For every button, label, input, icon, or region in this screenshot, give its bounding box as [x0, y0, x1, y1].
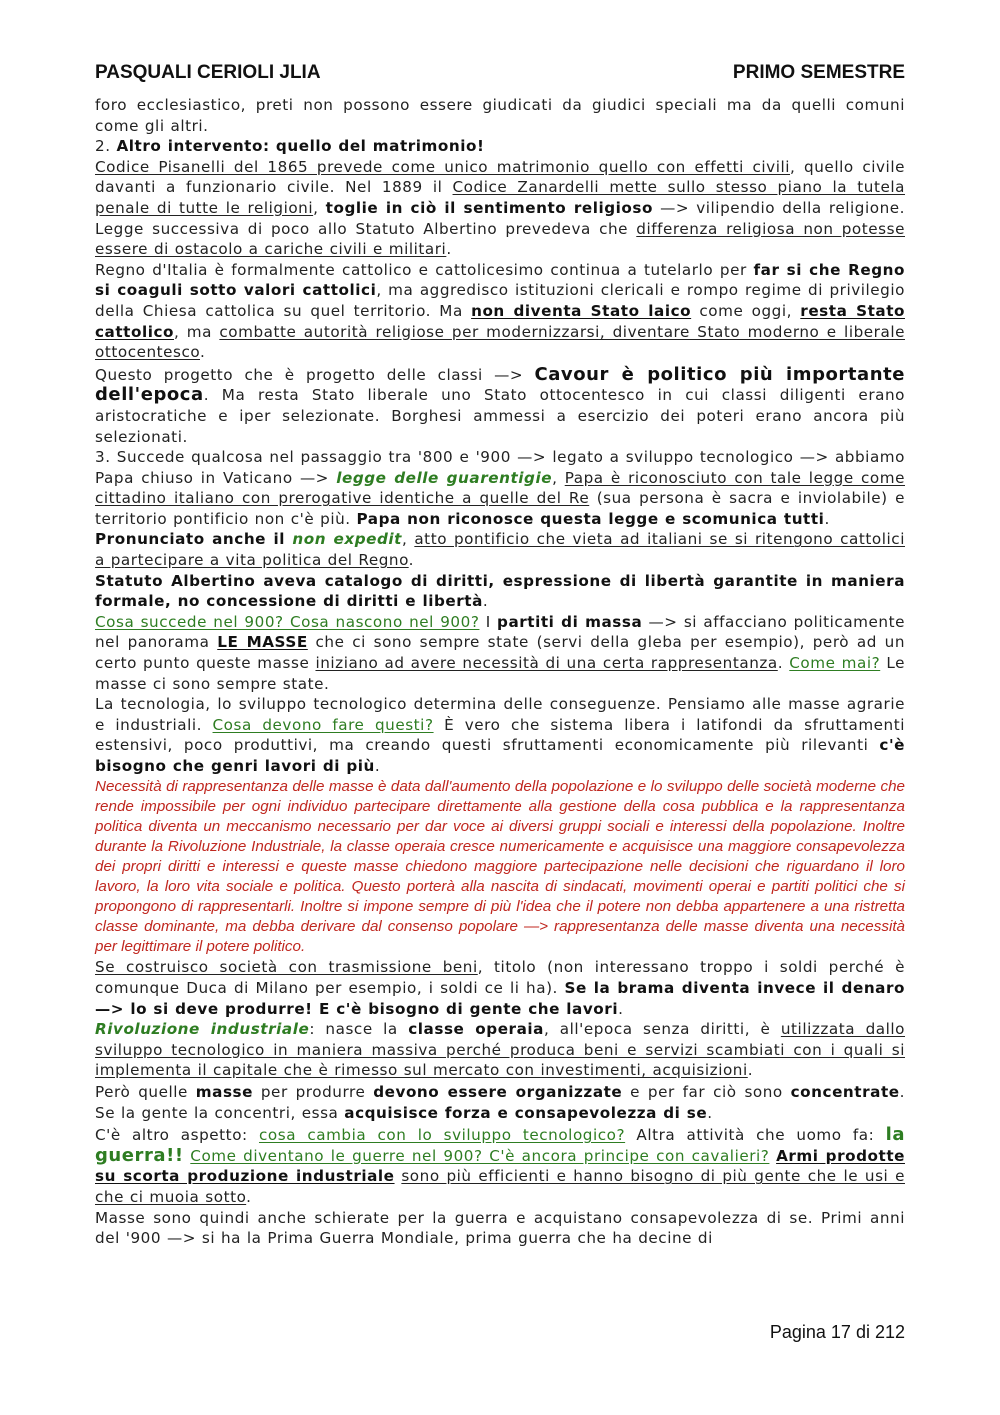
text: 2. — [95, 137, 117, 156]
text: —> vilipendio della religione. Legge successiva di poco allo Statuto Albertino prevedeva che — [95, 198, 906, 238]
bold-text: devono essere organizzate — [373, 1083, 623, 1101]
bold-text: Altro intervento: quello del matrimonio! — [116, 137, 485, 156]
bold-text: far si che Regno si coaguli sotto valori cattolici — [95, 260, 905, 300]
text: . — [482, 592, 489, 611]
bold-underlined-text: resta Stato cattolico — [95, 301, 905, 341]
bold-text: classe operaia — [408, 1020, 544, 1039]
paragraph-prima-guerra — [95, 1208, 905, 1249]
paragraph-partiti-massa — [95, 612, 905, 694]
paragraph-rivoluzione-industriale — [95, 1019, 905, 1081]
text: , — [401, 530, 415, 549]
paragraph-rappresentanza-note: Necessità di rappresentanza delle masse è data dall'aumento della popolazione e lo sviluppo delle società moderne che rende impossibile per ogni individuo partecipare direttamente alla gestione della cosa pubblica e la rappresentanza politica diventa un meccanismo necessario per dar voce ai diversi gruppi sociali e interessi della popolazione. Inoltre durante la Rivoluzione Industriale, la classe operaia cresce numericamente e acquisisce una maggiore consapevolezza dei propri diritti e interessi e queste masse chiedono maggiore partecipazione nelle decisioni che riguardano il loro lavoro, la loro vita sociale e politica. Questo porterà alla nascita di sindacati, movimenti operai e partiti politici che si propongono di rappresentarli. Inoltre si impone sempre di più l'idea che il potere non debba appartenere a una ristretta classe dominante, ma debba derivare dal consenso popolare —> rappresentanza delle masse diventa una necessità per legittimare il potere politico. — [95, 777, 905, 956]
bold-underlined-text: LE MASSE — [217, 633, 308, 652]
paragraph-regno-cattolico — [95, 260, 905, 363]
document-body — [95, 95, 905, 1249]
bold-text: concentrate — [790, 1083, 900, 1101]
paragraph-matrimonio-heading — [95, 136, 905, 157]
text: Masse sono quindi anche schierate per la guerra e acquistano consapevolezza di se. Primi anni del '900 —> si ha la Prima Guerra Mondiale, prima guerra che ha decine di — [95, 1208, 905, 1248]
bold-text: partiti di massa — [497, 612, 643, 631]
emphasis-text: Cavour è politico più importante dell'epoca — [95, 363, 905, 406]
text: Le masse ci sono sempre state. — [95, 654, 905, 693]
text: Questo progetto che è progetto delle classi —> — [95, 365, 535, 384]
text: come oggi, — [691, 301, 801, 320]
bold-text: c'è bisogno che genri lavori di più — [95, 736, 905, 775]
underlined-text: utilizzata dallo sviluppo tecnologico in maniera massiva perché produca beni e servizi scambiati con i quali si implementa il capitale che è rimesso sul mercato con investimenti, acquisizioni — [95, 1020, 906, 1080]
text: . — [824, 509, 830, 528]
underlined-text: Codice Zanardelli mette sullo stesso piano la tutela penale di tutte le religioni — [95, 178, 905, 217]
text: e per far ciò sono — [622, 1083, 791, 1101]
underlined-text: Se costruisco società con trasmissione beni — [95, 958, 478, 977]
paragraph-non-expedit — [95, 529, 905, 570]
text: Però quelle — [95, 1083, 196, 1101]
paragraph-foro — [95, 95, 905, 136]
bold-underlined-text: Armi prodotte su scorta produzione industriale — [95, 1146, 905, 1186]
text: —> si affacciano politicamente nel panorama — [95, 612, 905, 652]
text: , titolo (non interessano troppo i soldi perché è comunque Duca di Milano per esempio, i soldi ce li ha). — [95, 958, 905, 998]
paragraph-cavour — [95, 365, 905, 447]
underlined-text: differenza religiosa non potesse essere di ostacolo a cariche civili e militari — [95, 219, 905, 259]
underlined-text: Codice Pisanelli del 1865 prevede come unico matrimonio quello con effetti civili — [95, 157, 791, 176]
text: Regno d'Italia è formalmente cattolico e cattolicesimo continua a tutelarlo per — [95, 260, 754, 279]
text: . — [747, 1061, 754, 1080]
text: che ci sono sempre state (servi della gleba per esempio), però ad un certo punto queste masse — [95, 633, 905, 673]
text: , — [313, 198, 326, 217]
highlighted-term: Rivoluzione industriale — [95, 1020, 310, 1039]
text: . Ma resta Stato liberale uno Stato ottocentesco in cui classi diligenti erano aristocratiche e iper selezionate. Borghesi ammessi a esercizio dei poteri erano ancora più selezionati. — [95, 386, 905, 446]
highlighted-term: legge delle guarentigie — [336, 468, 553, 487]
paragraph-masse-organizzate — [95, 1082, 905, 1123]
text: . — [707, 1103, 713, 1122]
text: C'è altro aspetto: — [95, 1126, 259, 1145]
page-number: Pagina 17 di 212 — [769, 1322, 905, 1342]
text: . — [618, 999, 624, 1018]
text: . — [408, 551, 415, 570]
text: I — [479, 612, 498, 631]
text: . Se la gente la concentri, essa — [95, 1083, 905, 1122]
bold-text: masse — [195, 1083, 253, 1101]
question-text: Come diventano le guerre nel 900? C'è ancora principe con cavalieri? — [190, 1146, 770, 1165]
text: , ma — [174, 322, 220, 341]
text: . — [777, 654, 790, 673]
text: La tecnologia, lo sviluppo tecnologico determina delle conseguenze. Pensiamo alle masse agrarie e industriali. — [95, 695, 905, 734]
header-semester: PRIMO SEMESTRE — [732, 62, 905, 83]
text: foro ecclesiastico, preti non possono essere giudicati da giudici speciali ma da quelli comuni come gli altri. — [95, 96, 905, 135]
paragraph-codici — [95, 157, 905, 260]
question-text: cosa cambia con lo sviluppo tecnologico? — [258, 1126, 626, 1145]
text: . — [374, 757, 381, 775]
bold-text: Se la brama diventa invece il denaro —> lo si deve produrre! E c'è bisogno di gente che lavori — [95, 979, 906, 1018]
underlined-text: sono più efficienti e hanno bisogno di più gente che le usi e che ci muoia sotto — [95, 1167, 905, 1206]
paragraph-guarentigie — [95, 447, 905, 529]
text: . — [446, 240, 452, 259]
question-text: Cosa devono fare questi? — [212, 715, 434, 734]
text: , all'epoca senza diritti, è — [543, 1020, 781, 1039]
bold-text: Statuto Albertino aveva catalogo di diritti, espressione di libertà garantite in maniera formale, no concessione di diritti e libertà — [95, 571, 905, 611]
text: per produrre — [253, 1083, 374, 1101]
text: , ma aggredisco istituzioni clericali e rompo regime di privilegio della Chiesa cattolica su quel territorio. Ma — [95, 281, 905, 320]
paragraph-statuto — [95, 571, 905, 612]
bold-text: acquisisce forza e consapevolezza di se — [344, 1103, 708, 1122]
underlined-text: iniziano ad avere necessità di una certa rappresentanza — [315, 654, 778, 673]
question-text: Come mai? — [789, 654, 881, 673]
emphasis-text: la guerra!! — [95, 1124, 906, 1166]
paragraph-trasmissione-beni — [95, 957, 905, 1019]
bold-underlined-text: non diventa Stato laico — [471, 301, 692, 320]
text: 3. Succede qualcosa nel passaggio tra '800 e '900 —> legato a sviluppo tecnologico —> abbiamo Papa chiuso in Vaticano —> — [95, 448, 905, 487]
underlined-text: atto pontificio che vieta ad italiani se si ritengono cattolici a partecipare a vita politica del Regno — [95, 530, 905, 570]
text: , — [552, 468, 565, 487]
highlighted-term: non expedit — [292, 530, 402, 549]
underlined-text: combatte autorità religiose per modernizzarsi, diventare Stato moderno e liberale ottocentesco — [95, 322, 905, 362]
underlined-text: Papa è riconosciuto con tale legge come cittadino italiano con prerogative identiche a quelle del Re — [95, 468, 905, 508]
text: È vero che sistema libera i latifondi da sfruttamenti estensivi, poco produttivi, ma creando questi sfruttamenti economicamente più rilevanti — [95, 715, 906, 755]
paragraph-tecnologia — [95, 694, 905, 776]
bold-text: toglie in ciò il sentimento religioso — [325, 198, 653, 217]
text: Altra attività che uomo fa: — [625, 1126, 886, 1145]
header-author: PASQUALI CERIOLI JLIA — [95, 62, 321, 83]
text: . — [246, 1187, 252, 1206]
text: (sua persona è sacra e inviolabile) e territorio pontificio non c'è più. — [95, 489, 905, 528]
paragraph-guerra — [95, 1125, 905, 1207]
bold-text: Pronunciato anche il — [95, 530, 293, 549]
question-text: Cosa succede nel 900? Cosa nascono nel 900? — [95, 612, 480, 631]
text: . — [200, 343, 206, 362]
text: : nasce la — [309, 1020, 409, 1039]
text: , quello civile davanti a funzionario civile. Nel 1889 il — [95, 157, 905, 197]
bold-text: Papa non riconosce questa legge e scomunica tutti — [356, 509, 825, 528]
